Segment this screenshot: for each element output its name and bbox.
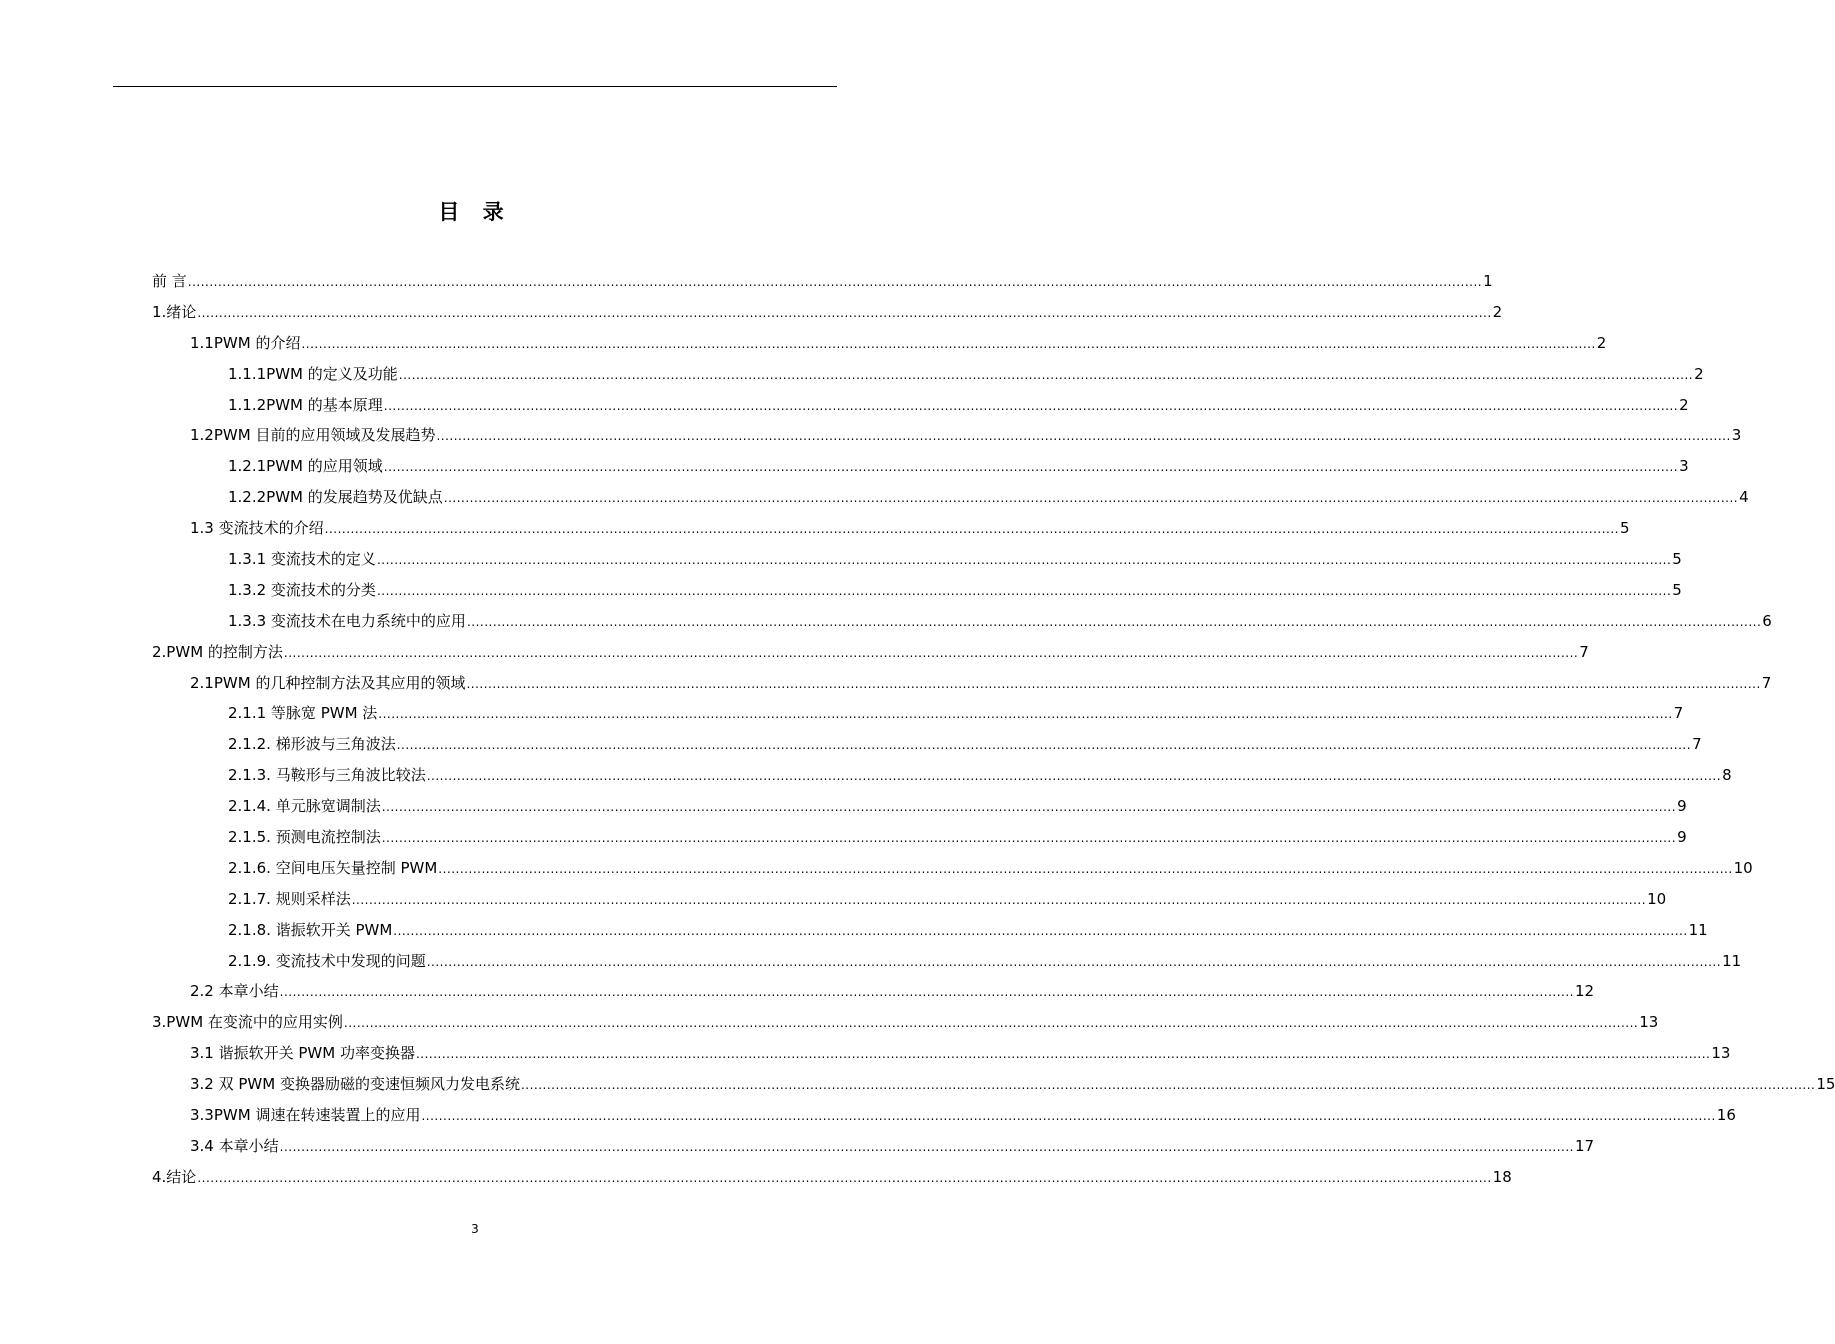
toc-entry[interactable] [152, 637, 1589, 668]
toc-leader-dots: ............................................................................................................................................................................................................................................................................................................ [383, 460, 1679, 475]
toc-leader-dots: ............................................................................................................................................................................................................................................................................................................ [381, 800, 1677, 815]
toc-leader-dots: ............................................................................................................................................................................................................................................................................................................ [393, 923, 1688, 938]
toc-entry-label: 2.1.3. 马鞍形与三角波比较法 [228, 766, 426, 785]
toc-entry-page: 11 [1722, 951, 1742, 970]
toc-entry-label: 1.2.1PWM 的应用领域 [228, 457, 383, 476]
toc-entry-page: 2 [1492, 302, 1503, 321]
toc-entry[interactable] [152, 390, 1689, 421]
toc-leader-dots: ............................................................................................................................................................................................................................................................................................................ [378, 707, 1673, 722]
toc-entry-label: 2.1.6. 空间电压矢量控制 PWM [228, 858, 438, 877]
toc-entry-page: 2 [1694, 364, 1704, 383]
toc-entry-page: 7 [1579, 642, 1589, 661]
toc-entry[interactable] [152, 822, 1687, 853]
toc-leader-dots: ............................................................................................................................................................................................................................................................................................................ [381, 831, 1677, 846]
toc-entry-label: 2.1.2. 梯形波与三角波法 [228, 735, 396, 754]
toc-leader-dots: ............................................................................................................................................................................................................................................................................................................ [343, 1016, 1639, 1031]
toc-entry-label: 1.3.2 变流技术的分类 [228, 580, 376, 599]
toc-entry-label: 2.PWM 的控制方法 [152, 642, 283, 661]
toc-leader-dots: ............................................................................................................................................................................................................................................................................................................ [301, 336, 1596, 351]
toc-entry-label: 2.1.1 等脉宽 PWM 法 [228, 704, 378, 723]
toc-leader-dots: ............................................................................................................................................................................................................................................................................................................ [443, 491, 1739, 506]
toc-leader-dots: ............................................................................................................................................................................................................................................................................................................ [426, 769, 1722, 784]
toc-entry-page: 9 [1677, 797, 1687, 816]
toc-leader-dots: ............................................................................................................................................................................................................................................................................................................ [421, 1109, 1716, 1124]
toc-entry[interactable] [152, 791, 1687, 822]
toc-entry[interactable] [152, 1038, 1731, 1069]
toc-leader-dots: ............................................................................................................................................................................................................................................................................................................ [426, 954, 1722, 969]
toc-leader-dots: ............................................................................................................................................................................................................................................................................................................ [187, 275, 1483, 289]
toc-entry-page: 10 [1733, 858, 1753, 877]
toc-leader-dots: ............................................................................................................................................................................................................................................................................................................ [351, 892, 1647, 907]
page-number: 3 [471, 1222, 479, 1236]
toc-entry[interactable] [152, 575, 1682, 606]
toc-leader-dots: ............................................................................................................................................................................................................................................................................................................ [383, 398, 1679, 413]
toc-entry[interactable] [152, 513, 1630, 544]
toc-entry-page: 2 [1679, 395, 1689, 414]
toc-entry-page: 15 [1816, 1075, 1835, 1094]
toc-entry-label: 1.1PWM 的介绍 [190, 333, 301, 352]
toc-entry-label: 1.1.1PWM 的定义及功能 [228, 364, 398, 383]
toc-leader-dots: ............................................................................................................................................................................................................................................................................................................ [279, 985, 1574, 1000]
toc-entry-page: 3 [1731, 426, 1742, 445]
toc-entry-page: 5 [1672, 550, 1682, 569]
toc-leader-dots: ............................................................................................................................................................................................................................................................................................................ [398, 367, 1694, 382]
toc-leader-dots: ............................................................................................................................................................................................................................................................................................................ [438, 861, 1733, 876]
toc-entry-label: 1.绪论 [152, 302, 197, 321]
toc-entry[interactable] [152, 853, 1753, 884]
toc-leader-dots: ............................................................................................................................................................................................................................................................................................................ [415, 1047, 1711, 1062]
toc-entry[interactable] [152, 266, 1493, 297]
toc-leader-dots: ............................................................................................................................................................................................................................................................................................................ [376, 553, 1672, 568]
toc-entry-label: 2.1.4. 单元脉宽调制法 [228, 797, 381, 816]
toc-entry-label: 2.1.5. 预测电流控制法 [228, 828, 381, 847]
toc-leader-dots: ............................................................................................................................................................................................................................................................................................................ [279, 1139, 1574, 1154]
toc-entry-label: 2.1.8. 谐振软开关 PWM [228, 920, 393, 939]
table-of-contents [152, 266, 1835, 1193]
toc-entry[interactable] [152, 946, 1742, 977]
toc-entry-page: 1 [1483, 272, 1493, 290]
toc-entry-label: 1.3.1 变流技术的定义 [228, 550, 376, 569]
toc-entry[interactable] [152, 698, 1684, 729]
toc-entry-label: 1.3.3 变流技术在电力系统中的应用 [228, 611, 466, 630]
toc-entry[interactable] [152, 1007, 1659, 1038]
toc-entry[interactable] [152, 544, 1682, 575]
toc-entry-page: 17 [1574, 1136, 1595, 1155]
toc-entry-label: 2.1PWM 的几种控制方法及其应用的领域 [190, 673, 466, 692]
toc-entry-page: 5 [1672, 580, 1682, 599]
toc-entry-page: 3 [1679, 457, 1689, 476]
toc-entry-label: 2.1.7. 规则采样法 [228, 889, 351, 908]
toc-entry-page: 8 [1722, 766, 1732, 785]
toc-entry-page: 12 [1574, 982, 1595, 1001]
toc-entry[interactable] [152, 328, 1607, 359]
toc-entry-label: 3.2 双 PWM 变换器励磁的变速恒频风力发电系统 [190, 1075, 520, 1094]
toc-leader-dots: ............................................................................................................................................................................................................................................................................................................ [283, 645, 1579, 660]
toc-entry[interactable] [152, 729, 1702, 760]
toc-entry[interactable] [152, 884, 1667, 915]
toc-entry-page: 7 [1692, 735, 1702, 754]
toc-leader-dots: ............................................................................................................................................................................................................................................................................................................ [197, 1170, 1492, 1185]
toc-leader-dots: ............................................................................................................................................................................................................................................................................................................ [520, 1078, 1816, 1093]
toc-entry[interactable] [152, 760, 1732, 791]
toc-entry-label: 2.1.9. 变流技术中发现的问题 [228, 951, 426, 970]
toc-entry-label: 1.3 变流技术的介绍 [190, 519, 324, 538]
toc-entry[interactable] [152, 915, 1708, 946]
toc-entry[interactable] [152, 606, 1772, 637]
toc-entry[interactable] [152, 420, 1742, 451]
toc-leader-dots: ............................................................................................................................................................................................................................................................................................................ [197, 305, 1492, 320]
toc-entry-label: 2.2 本章小结 [190, 982, 279, 1001]
toc-entry[interactable] [152, 1100, 1736, 1131]
toc-entry-label: 4.结论 [152, 1167, 197, 1186]
toc-entry-page: 6 [1762, 611, 1772, 630]
toc-entry-label: 1.1.2PWM 的基本原理 [228, 395, 383, 414]
toc-leader-dots: ............................................................................................................................................................................................................................................................................................................ [376, 583, 1672, 598]
toc-entry-page: 11 [1688, 920, 1708, 939]
toc-entry[interactable] [152, 976, 1595, 1007]
toc-entry-page: 13 [1639, 1013, 1659, 1032]
page-title: 目 录 [438, 199, 512, 224]
toc-entry[interactable] [152, 451, 1689, 482]
header-rule [113, 86, 837, 87]
toc-entry-page: 16 [1716, 1106, 1736, 1125]
toc-entry-page: 4 [1739, 488, 1749, 507]
toc-entry-label: 3.3PWM 调速在转速装置上的应用 [190, 1106, 421, 1125]
toc-entry-label: 3.4 本章小结 [190, 1136, 279, 1155]
toc-leader-dots: ............................................................................................................................................................................................................................................................................................................ [396, 738, 1692, 753]
toc-leader-dots: ............................................................................................................................................................................................................................................................................................................ [436, 429, 1731, 444]
toc-entry-page: 7 [1673, 704, 1684, 723]
toc-leader-dots: ............................................................................................................................................................................................................................................................................................................ [466, 676, 1761, 691]
toc-entry-page: 7 [1761, 673, 1772, 692]
toc-entry[interactable] [152, 668, 1772, 699]
toc-leader-dots: ............................................................................................................................................................................................................................................................................................................ [466, 614, 1762, 629]
toc-entry-page: 9 [1677, 828, 1687, 847]
toc-entry[interactable] [152, 1069, 1835, 1100]
toc-entry-label: 3.1 谐振软开关 PWM 功率变换器 [190, 1044, 415, 1063]
toc-entry[interactable] [152, 1131, 1595, 1162]
toc-entry-page: 10 [1647, 889, 1667, 908]
toc-entry-page: 2 [1596, 333, 1607, 352]
toc-entry-page: 5 [1619, 519, 1630, 538]
toc-entry-label: 1.2PWM 目前的应用领域及发展趋势 [190, 426, 436, 445]
toc-entry-label: 1.2.2PWM 的发展趋势及优缺点 [228, 488, 443, 507]
toc-entry-page: 18 [1492, 1167, 1512, 1186]
toc-entry-label: 前 言 [152, 272, 187, 290]
toc-entry[interactable] [152, 297, 1503, 328]
toc-entry[interactable] [152, 482, 1749, 513]
toc-entry-page: 13 [1711, 1044, 1731, 1063]
toc-leader-dots: ............................................................................................................................................................................................................................................................................................................ [324, 522, 1619, 537]
toc-entry-label: 3.PWM 在变流中的应用实例 [152, 1013, 343, 1032]
toc-entry[interactable] [152, 359, 1704, 390]
toc-entry[interactable] [152, 1162, 1512, 1193]
